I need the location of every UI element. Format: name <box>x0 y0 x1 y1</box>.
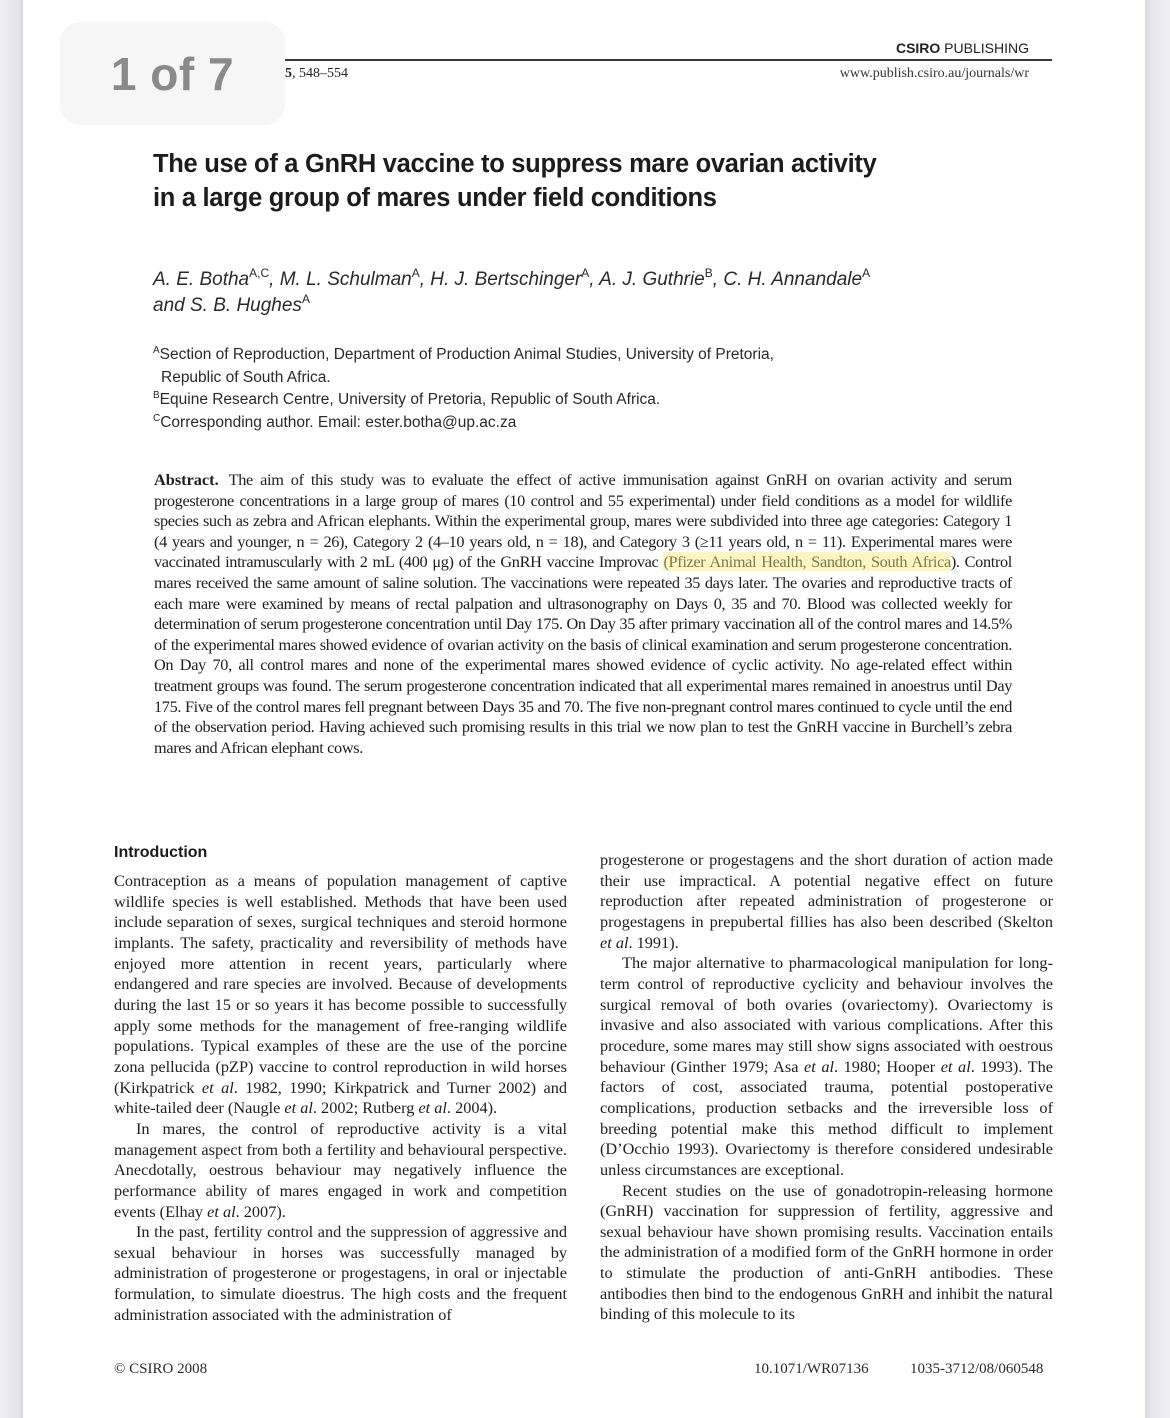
publisher-name <box>896 40 1029 56</box>
paragraph: Recent studies on the use of gonadotropin-releasing hormone (GnRH) vaccination for suppression of fertility, aggressive and sexual behaviour have shown promising results. Vaccination entails the administration of a modified form of the GnRH hormone in order to stimulate the production of anti-GnRH antibodies. These antibodies then bind to the endogenous GnRH and inhibit the natural binding of this molecule to its <box>600 1180 1053 1324</box>
doi: 10.1071/WR07136 <box>754 1361 869 1377</box>
right-column <box>600 850 1053 1325</box>
journal-url: www.publish.csiro.au/journals/wr <box>839 66 1029 81</box>
paragraph: progesterone or progestagens and the short duration of action made their use impractical. A potential negative effect on future reproduction after repeated administration of progesterone or progestagens in prepubertal fillies has also been described (Skelton et al. 1991). <box>600 850 1053 952</box>
paragraph: The major alternative to pharmacological manipulation for long-term control of reproductive cyclicity and behaviour involves the surgical removal of both ovaries (ovariectomy). Ovariectomy is invasive and also associated with various complications. After this procedure, some mares may still show signs associated with oestrous behaviour (Ginther 1979; Asa et al. 1980; Hooper et al. 1993). The factors of cost, associated trauma, potential postoperative complications, production setbacks and the irreversible loss of breeding potential make this method difficult to implement (D’Occhio 1993). Ovariectomy is therefore considered undesirable unless circumstances are exceptional. <box>600 953 1053 1179</box>
issn-code: 1035-3712/08/060548 <box>910 1361 1044 1377</box>
paragraph: In mares, the control of reproductive activity is a vital management aspect from both a fertility and behavioural perspective. Anecdotally, oestrous behaviour may negatively influence the performance ability of mares engaged in work and competition events (Elhay et al. 2007). <box>114 1118 567 1221</box>
viewer-scrollbar-area[interactable] <box>1145 0 1170 1418</box>
affiliation-a: $^A$Section of Reproduction, Department of Production Animal Studies, University of Pretoria, Republic of South Africa. <box>153 345 774 386</box>
abstract <box>154 470 1012 758</box>
abstract-label: Abstract. <box>154 470 219 489</box>
abstract-text-continued: ). Control mares received the same amount of saline solution. The vaccinations were repeated 35 days later. The ovaries and reproductive tracts of each mare were examined by means of rectal palpation and ultrasonography on Days 0, 35 and 70. Blood was collected weekly for determination of serum progesterone concentration until Day 175. On Day 35 after primary vaccination all of the control mares and 14.5% of the experimental mares showed evidence of ovarian activity on the basis of clinical examination and serum progesterone concentration. On Day 70, all control mares and none of the experimental mares showed evidence of cyclic activity. No age-related effect within treatment groups was found. The serum progesterone concentration indicated that all experimental mares remained in anoestrus until Day 175. Five of the control mares fell pregnant between Days 35 and 70. The five non-pregnant control mares continued to cycle until the end of the observation period. Having achieved such promising results in this trial we now plan to test the GnRH vaccine in Burchell’s zebra mares and African elephant cows. <box>154 552 1012 757</box>
text-highlight[interactable]: (Pfizer Animal Health, Sandton, South Africa <box>663 552 951 572</box>
affiliations <box>153 344 953 434</box>
journal-citation <box>285 66 348 82</box>
volume-number: 5 <box>285 66 292 81</box>
paragraph: Contraception as a means of population management of captive wildlife species is well established. Methods that have been used include separation of sexes, surgical techniques and steroid hormone implants. The safety, practicality and reversibility of methods have enjoyed more attention in recent years, particularly where endangered and rare species are involved. Because of developments during the last 15 or so years it has become possible to successfully apply some methods for the management of free-ranging wildlife populations. Typical examples of these are the use of the porcine zona pellucida (pZP) vaccine to control reproduction in wild horses (Kirkpatrick et al. 1982, 1990; Kirkpatrick and Turner 2002) and white-tailed deer (Naugle et al. 2002; Rutberg et al. 2004). <box>114 871 567 1118</box>
publisher-brand: CSIRO <box>895 40 941 56</box>
article-title <box>153 147 973 215</box>
author: A. E. Botha$^{A,C}$, <box>153 266 280 290</box>
author: and S. B. Hughes$^A$ <box>153 292 310 316</box>
affiliation-b: $^B$Equine Research Centre, University of Pretoria, Republic of South Africa. <box>153 390 661 408</box>
copyright-notice: © CSIRO 2008 <box>114 1361 208 1377</box>
header-rule <box>285 59 1052 61</box>
left-column <box>114 843 567 1325</box>
author-line-1 <box>153 267 1053 293</box>
viewer-background-left <box>0 0 23 1418</box>
paragraph: In the past, fertility control and the suppression of aggressive and sexual behaviour in horses was successfully managed by administration of progesterone or progestagens, in oral or injectable formulation, to simulate dioestrus. The high costs and the frequent administration associated with the administration of <box>114 1222 567 1324</box>
page-indicator-badge: 1 of 7 <box>60 22 285 125</box>
author: H. J. Bertschinger$^A$, <box>430 266 600 290</box>
author-line-2 <box>153 293 1053 319</box>
document-page <box>23 0 1145 1418</box>
author: A. J. Guthrie$^B$, <box>599 266 724 290</box>
author-list <box>153 267 1053 319</box>
publisher-suffix: PUBLISHING <box>940 40 1029 56</box>
page-range: , 548–554 <box>292 66 348 81</box>
title-line-2: in a large group of mares under field conditions <box>153 184 717 212</box>
affiliation-c-corresponding: $^C$Corresponding author. Email: ester.botha@up.ac.za <box>153 412 517 431</box>
section-heading-introduction: Introduction <box>114 844 208 861</box>
title-line-1: The use of a GnRH vaccine to suppress mare ovarian activity <box>153 150 877 178</box>
author: C. H. Annandale$^A$ <box>723 266 871 290</box>
author: M. L. Schulman$^A$, <box>279 266 431 290</box>
abstract-text: The aim of this study was to evaluate the effect of active immunisation against GnRH on ovarian activity and serum progesterone concentrations in a large group of mares (10 control and 55 experimental) under field conditions as a model for wildlife species such as zebra and African elephants. Within the experimental group, mares were subdivided into three age categories: Category 1 (4 years and younger, n = 26), Category 2 (4–10 years old, n = 18), and Category 3 (≥11 years old, n = 11). Experimental mares were vaccinated intramuscularly with 2 mL (400 μg) of the GnRH vaccine Improvac <box>154 470 1012 572</box>
